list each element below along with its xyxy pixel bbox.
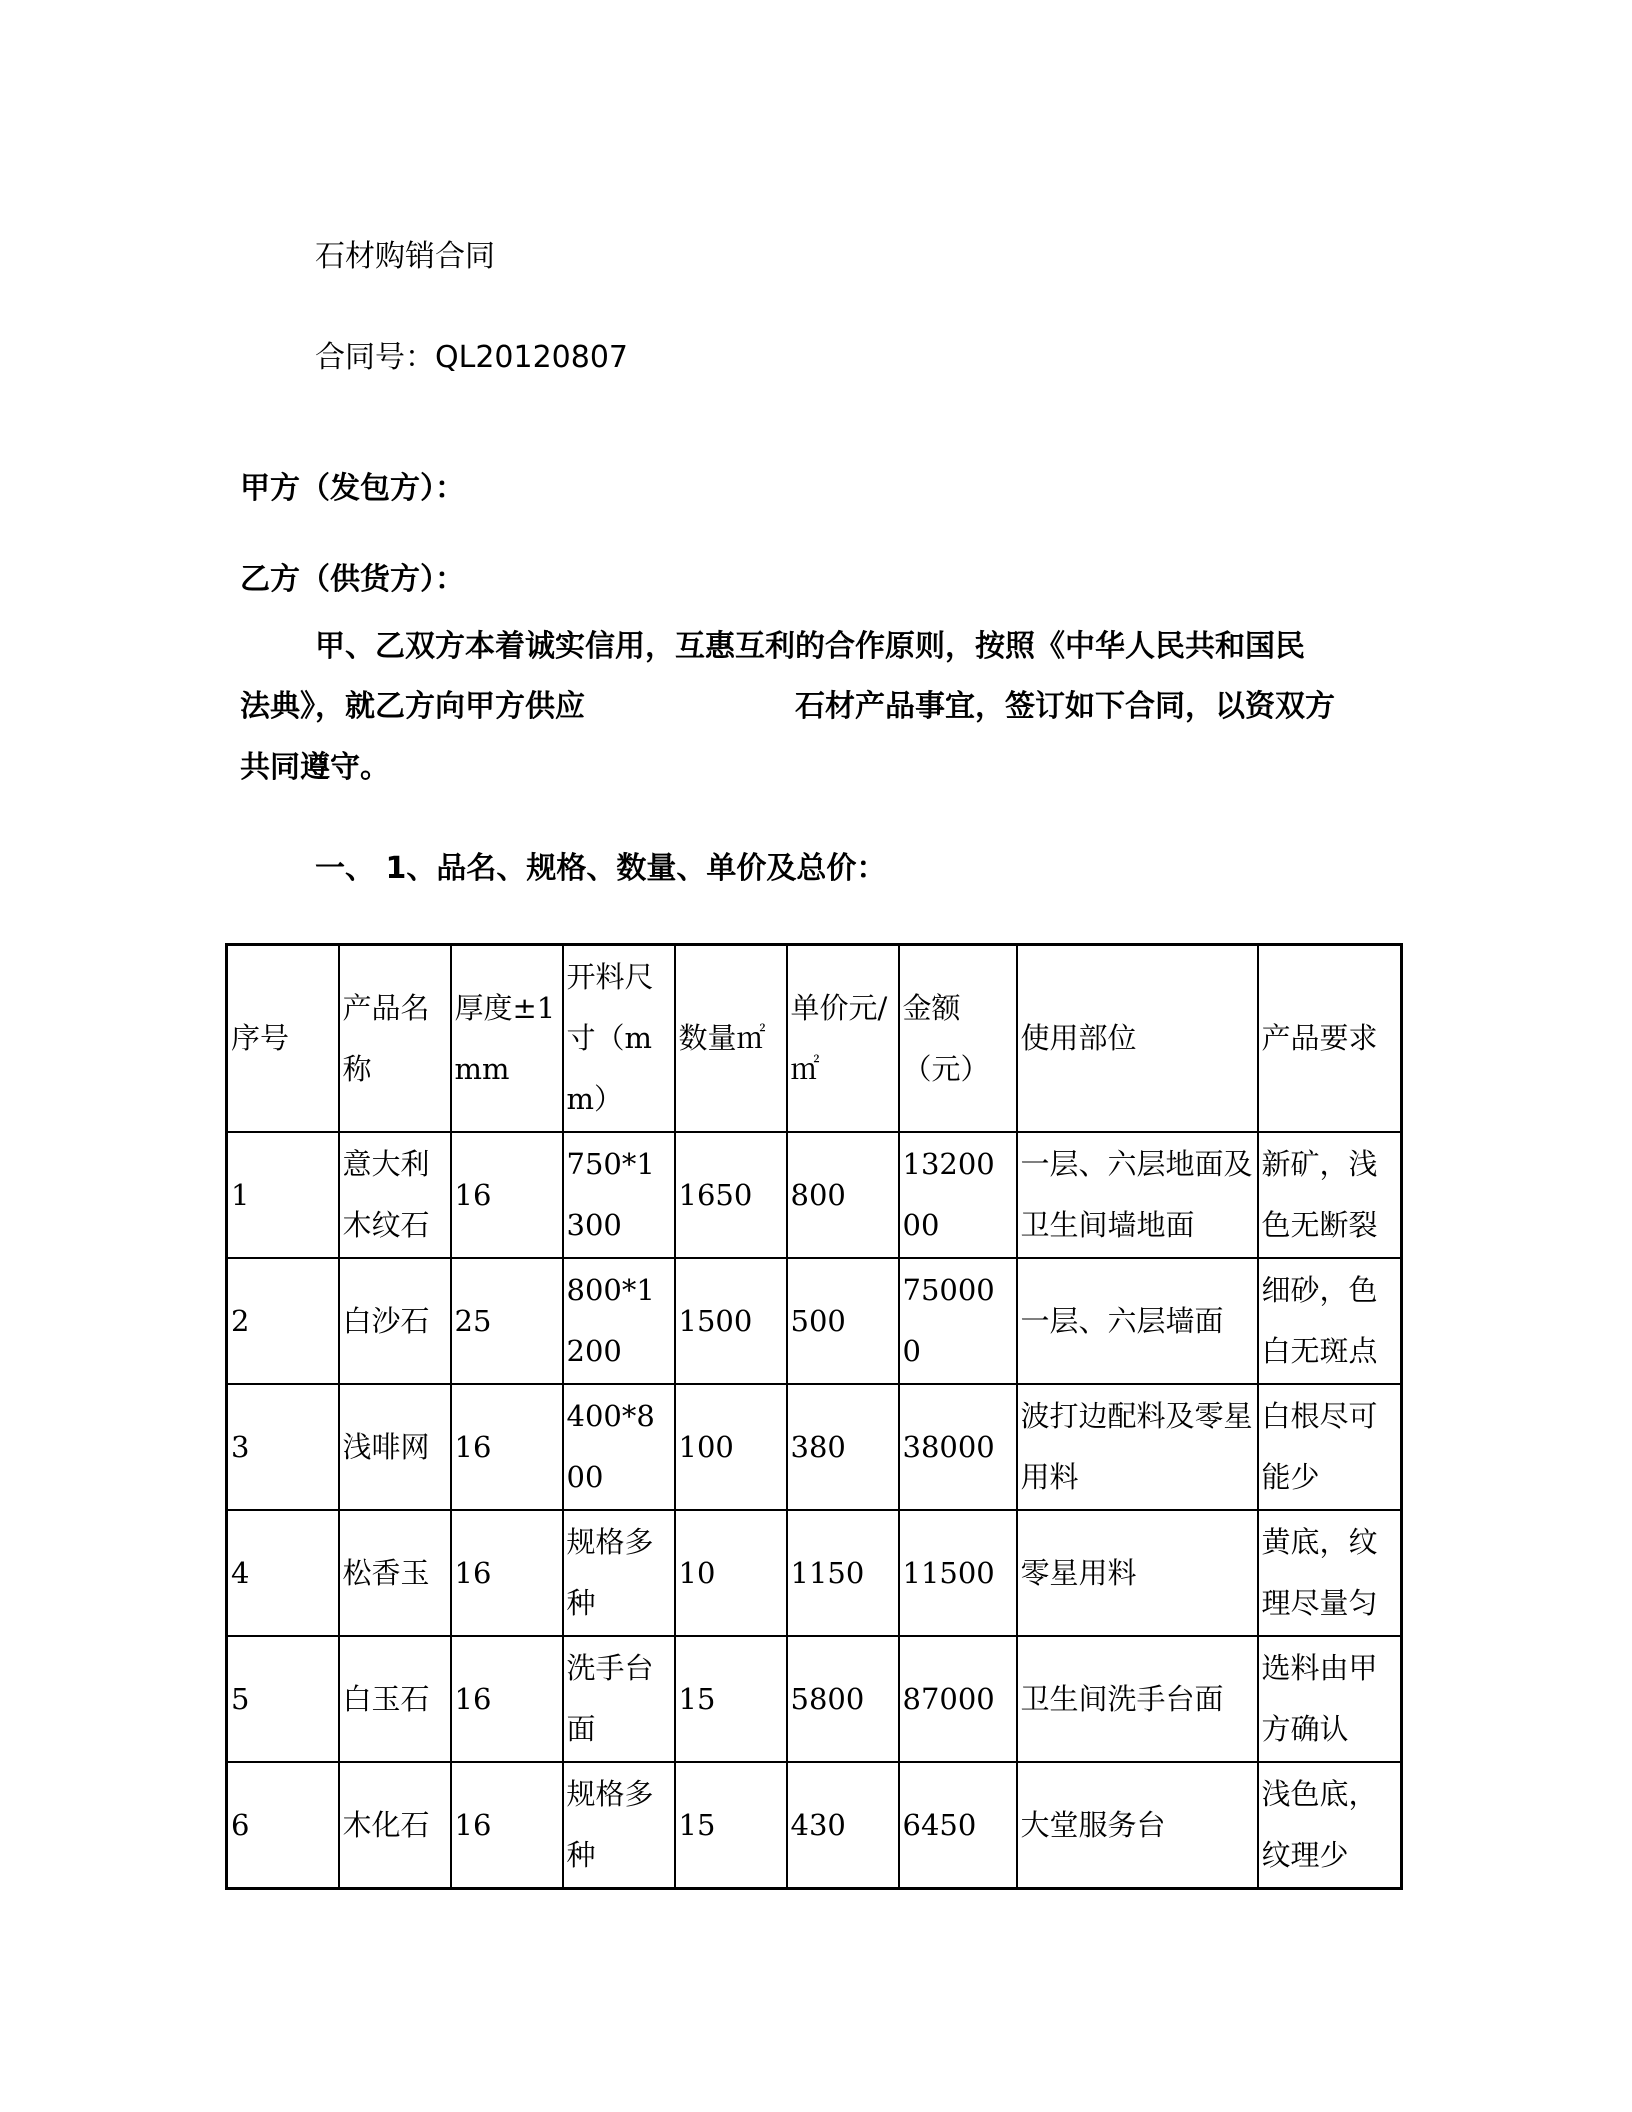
cell-cut-size: 800*1200 [563, 1258, 675, 1384]
cell-unit-price: 380 [787, 1384, 899, 1510]
cell-quantity: 1650 [675, 1132, 787, 1258]
cell-product-name: 木化石 [339, 1762, 451, 1889]
cell-product-name: 白沙石 [339, 1258, 451, 1384]
document-title: 石材购销合同 [315, 239, 495, 274]
table-header-row [227, 945, 1402, 1133]
cell-index: 1 [227, 1132, 339, 1258]
cell-index: 5 [227, 1636, 339, 1762]
cell-product-name: 松香玉 [339, 1510, 451, 1636]
intro-paragraph-line-2-start: 法典》，就乙方向甲方供应 [240, 689, 585, 724]
header-thickness: 厚度±1mm [451, 945, 563, 1133]
header-quantity: 数量㎡ [675, 945, 787, 1133]
cell-usage-location: 一层、六层地面及卫生间墙地面 [1017, 1132, 1258, 1258]
cell-usage-location: 大堂服务台 [1017, 1762, 1258, 1889]
party-a-label: 甲方（发包方）： [240, 471, 465, 506]
cell-usage-location: 一层、六层墙面 [1017, 1258, 1258, 1384]
cell-index: 2 [227, 1258, 339, 1384]
header-amount: 金额（元） [899, 945, 1017, 1133]
cell-unit-price: 1150 [787, 1510, 899, 1636]
intro-paragraph-line-1: 甲、乙双方本着诚实信用，互惠互利的合作原则，按照《中华人民共和国民 [315, 629, 1305, 664]
cell-thickness: 16 [451, 1384, 563, 1510]
cell-thickness: 16 [451, 1510, 563, 1636]
product-table [225, 943, 1403, 1890]
cell-unit-price: 5800 [787, 1636, 899, 1762]
party-b-label: 乙方（供货方）： [240, 562, 465, 597]
cell-amount: 750000 [899, 1258, 1017, 1384]
section-heading: 一、 1、品名、规格、数量、单价及总价： [315, 851, 887, 886]
intro-paragraph-line-3: 共同遵守。 [240, 750, 390, 785]
cell-cut-size: 洗手台面 [563, 1636, 675, 1762]
table-row [227, 1762, 1402, 1889]
cell-amount: 38000 [899, 1384, 1017, 1510]
cell-quantity: 15 [675, 1762, 787, 1889]
cell-amount: 11500 [899, 1510, 1017, 1636]
cell-unit-price: 430 [787, 1762, 899, 1889]
header-unit-price: 单价元/㎡ [787, 945, 899, 1133]
cell-thickness: 16 [451, 1636, 563, 1762]
cell-index: 6 [227, 1762, 339, 1889]
cell-product-name: 白玉石 [339, 1636, 451, 1762]
cell-product-requirement: 黄底，纹理尽量匀 [1258, 1510, 1402, 1636]
cell-index: 4 [227, 1510, 339, 1636]
contract-number: 合同号：QL20120807 [315, 340, 629, 375]
cell-usage-location: 波打边配料及零星用料 [1017, 1384, 1258, 1510]
header-cut-size: 开料尺寸（mm） [563, 945, 675, 1133]
cell-product-name: 浅啡网 [339, 1384, 451, 1510]
cell-usage-location: 零星用料 [1017, 1510, 1258, 1636]
cell-cut-size: 750*1300 [563, 1132, 675, 1258]
cell-cut-size: 规格多种 [563, 1762, 675, 1889]
cell-thickness: 16 [451, 1132, 563, 1258]
table-row [227, 1510, 1402, 1636]
cell-unit-price: 500 [787, 1258, 899, 1384]
cell-amount: 87000 [899, 1636, 1017, 1762]
cell-thickness: 16 [451, 1762, 563, 1889]
table-row [227, 1132, 1402, 1258]
cell-unit-price: 800 [787, 1132, 899, 1258]
table-row [227, 1636, 1402, 1762]
header-usage-location: 使用部位 [1017, 945, 1258, 1133]
cell-quantity: 15 [675, 1636, 787, 1762]
cell-usage-location: 卫生间洗手台面 [1017, 1636, 1258, 1762]
cell-product-requirement: 白根尽可能少 [1258, 1384, 1402, 1510]
header-product-name: 产品名称 [339, 945, 451, 1133]
table-row [227, 1258, 1402, 1384]
cell-product-requirement: 细砂，色白无斑点 [1258, 1258, 1402, 1384]
cell-quantity: 100 [675, 1384, 787, 1510]
cell-cut-size: 规格多种 [563, 1510, 675, 1636]
cell-quantity: 1500 [675, 1258, 787, 1384]
cell-quantity: 10 [675, 1510, 787, 1636]
cell-cut-size: 400*800 [563, 1384, 675, 1510]
cell-amount: 6450 [899, 1762, 1017, 1889]
cell-product-requirement: 浅色底，纹理少 [1258, 1762, 1402, 1889]
cell-thickness: 25 [451, 1258, 563, 1384]
cell-product-requirement: 新矿，浅色无断裂 [1258, 1132, 1402, 1258]
cell-product-requirement: 选料由甲方确认 [1258, 1636, 1402, 1762]
intro-paragraph-line-2-end: 石材产品事宜，签订如下合同，以资双方 [795, 689, 1335, 724]
cell-product-name: 意大利木纹石 [339, 1132, 451, 1258]
header-index: 序号 [227, 945, 339, 1133]
cell-amount: 1320000 [899, 1132, 1017, 1258]
header-product-requirement: 产品要求 [1258, 945, 1402, 1133]
cell-index: 3 [227, 1384, 339, 1510]
table-row [227, 1384, 1402, 1510]
